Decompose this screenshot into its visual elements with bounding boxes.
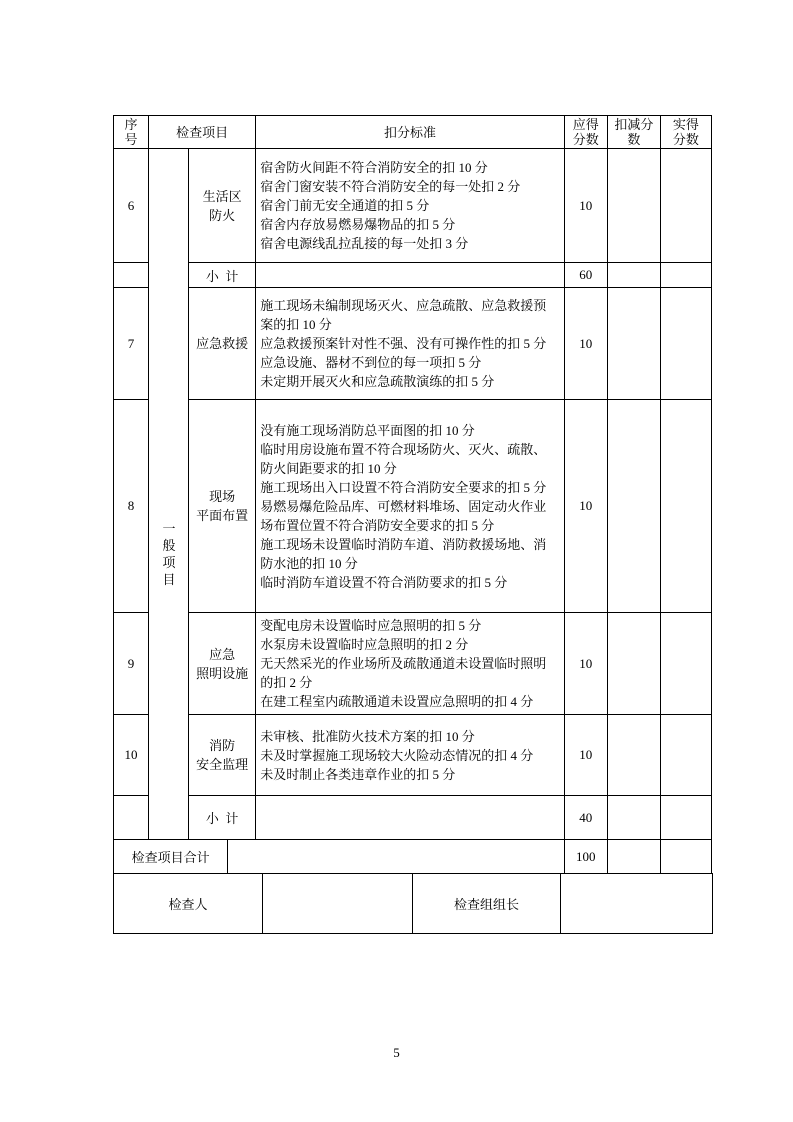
header-deduct-cell (607, 116, 660, 149)
criteria-line: 临时消防车道设置不符合消防要求的扣 5 分 (260, 574, 508, 590)
row8-item-line1: 现场 (209, 489, 236, 504)
header-actual-line2: 分数 (672, 132, 699, 147)
row6-item-line2: 防火 (209, 207, 236, 223)
grand-total-row (114, 840, 712, 874)
criteria-line: 宿舍门前无安全通道的扣 5 分 (260, 198, 430, 213)
row7-no-cell: 7 (114, 288, 149, 400)
row6-no-cell: 6 (114, 149, 149, 263)
header-due-line1: 应得 (572, 117, 599, 132)
row7-due-cell: 10 (564, 288, 607, 400)
row9-no-cell: 9 (114, 613, 149, 715)
row9-deduct-cell (607, 613, 660, 715)
row8-criteria-cell (256, 400, 565, 613)
row9-item-cell (189, 613, 256, 715)
criteria-line: 未及时掌握施工现场较大火险动态情况的扣 4 分 (260, 747, 534, 763)
row8-no-cell: 8 (114, 400, 149, 613)
group-label-anchor (149, 520, 189, 589)
grand-total-label-cell: 检查项目合计 (114, 840, 228, 874)
row7-criteria-cell (256, 288, 565, 400)
criteria-line: 在建工程室内疏散通道未设置应急照明的扣 4 分 (260, 694, 534, 709)
criteria-line: 宿舍防火间距不符合消防安全的扣 10 分 (260, 160, 488, 175)
header-actual-line1: 实得 (672, 117, 699, 132)
row6-item-line1: 生活区 (202, 188, 242, 204)
row8-item-line2: 平面布置 (196, 508, 249, 523)
subtotal2-due-cell: 40 (564, 796, 607, 840)
row6-due-cell: 10 (564, 149, 607, 263)
criteria-line: 易燃易爆危险品库、可燃材料堆场、固定动火作业场布置位置不符合消防安全要求的扣 5 分 (260, 498, 547, 533)
header-item-label: 检查项目 (176, 124, 229, 140)
header-item-cell (149, 116, 256, 149)
row6-criteria-cell (256, 149, 565, 263)
criteria-line: 应急设施、器材不到位的每一项扣 5 分 (260, 355, 482, 370)
row10-item-cell (189, 715, 256, 796)
criteria-line: 临时用房设施布置不符合现场防火、灭火、疏散、防火间距要求的扣 10 分 (260, 441, 547, 476)
row7-item-line1: 应急救援 (196, 336, 249, 351)
header-no-line1: 序 (124, 117, 138, 132)
subtotal1-actual-cell (660, 263, 711, 288)
header-due-line2: 分数 (572, 132, 599, 147)
grand-total-empty-cell (228, 840, 565, 874)
criteria-line: 施工现场未编制现场灭火、应急疏散、应急救援预案的扣 10 分 (260, 298, 547, 332)
row10-actual-cell (660, 715, 711, 796)
grand-total-deduct-cell (607, 840, 660, 874)
row7-actual-cell (660, 288, 711, 400)
header-actual-cell (660, 116, 711, 149)
criteria-line: 没有施工现场消防总平面图的扣 10 分 (260, 422, 475, 438)
page-number: 5 (393, 1045, 400, 1060)
criteria-line: 应急救援预案针对性不强、没有可操作性的扣 5 分 (260, 336, 547, 351)
criteria-line: 宿舍电源线乱拉乱接的每一处扣 3 分 (260, 236, 469, 251)
subtotal1-label-cell: 小 计 (189, 263, 256, 288)
leader-signature-cell (561, 874, 713, 934)
row7-item-cell (189, 288, 256, 400)
row10-item-line1: 消防 (209, 738, 236, 753)
grand-total-actual-cell (660, 840, 711, 874)
subtotal1-deduct-cell (607, 263, 660, 288)
inspector-signature-cell (263, 874, 413, 934)
subtotal2-label-cell: 小 计 (189, 796, 256, 840)
signature-table (113, 873, 713, 934)
row6-item-cell (189, 149, 256, 263)
row9-actual-cell (660, 613, 711, 715)
subtotal1-criteria-cell (256, 263, 565, 288)
row8-item-cell (189, 400, 256, 613)
criteria-line: 未及时制止各类违章作业的扣 5 分 (260, 766, 456, 782)
header-criteria-label: 扣分标准 (383, 124, 436, 140)
header-criteria-cell (256, 116, 565, 149)
header-deduct-line2: 数 (627, 132, 641, 147)
row10-no-cell: 10 (114, 715, 149, 796)
subtotal1-due-cell: 60 (564, 263, 607, 288)
row7-deduct-cell (607, 288, 660, 400)
inspection-table (113, 115, 712, 934)
criteria-line: 变配电房未设置临时应急照明的扣 5 分 (260, 618, 482, 633)
table-row-6 (114, 149, 712, 263)
row8-deduct-cell (607, 400, 660, 613)
table-row-9 (114, 613, 712, 715)
row10-item-line2: 安全监理 (196, 757, 249, 772)
header-deduct-line1: 扣减分 (614, 117, 654, 132)
row9-due-cell: 10 (564, 613, 607, 715)
row9-item-line1: 应急 (209, 646, 236, 662)
row10-deduct-cell (607, 715, 660, 796)
row8-due-cell: 10 (564, 400, 607, 613)
row6-actual-cell (660, 149, 711, 263)
grand-total-due-cell: 100 (564, 840, 607, 874)
inspector-label-cell: 检查人 (114, 874, 263, 934)
criteria-line: 未定期开展灭火和应急疏散演练的扣 5 分 (260, 374, 495, 389)
criteria-line: 施工现场出入口设置不符合消防安全要求的扣 5 分 (260, 479, 547, 495)
table-row-10 (114, 715, 712, 796)
criteria-line: 施工现场未设置临时消防车道、消防救援场地、消防水池的扣 10 分 (260, 536, 547, 571)
criteria-line: 水泵房未设置临时应急照明的扣 2 分 (260, 637, 469, 652)
criteria-line: 宿舍门窗安装不符合消防安全的每一处扣 2 分 (260, 179, 521, 194)
row10-criteria-cell (256, 715, 565, 796)
subtotal2-actual-cell (660, 796, 711, 840)
subtotal2-deduct-cell (607, 796, 660, 840)
group-label: 一般项目 (162, 521, 176, 587)
header-row (114, 116, 712, 149)
table-row-8 (114, 400, 712, 613)
row6-deduct-cell (607, 149, 660, 263)
criteria-line: 无天然采光的作业场所及疏散通道未设置临时照明的扣 2 分 (260, 656, 547, 690)
main-table (113, 115, 712, 840)
table-row-7 (114, 288, 712, 400)
signature-row (114, 874, 713, 934)
row8-actual-cell (660, 400, 711, 613)
subtotal-row-1 (114, 263, 712, 288)
leader-label-cell: 检查组组长 (413, 874, 561, 934)
row10-due-cell: 10 (564, 715, 607, 796)
row9-criteria-cell (256, 613, 565, 715)
row9-item-line2: 照明设施 (196, 665, 249, 681)
grand-total-table (113, 839, 712, 874)
subtotal-row-2 (114, 796, 712, 840)
group-cell (149, 149, 189, 840)
subtotal2-criteria-cell (256, 796, 565, 840)
subtotal1-no-cell (114, 263, 149, 288)
header-no-line2: 号 (124, 132, 138, 147)
criteria-line: 宿舍内存放易燃易爆物品的扣 5 分 (260, 217, 456, 232)
subtotal2-no-cell (114, 796, 149, 840)
header-no-cell (114, 116, 149, 149)
header-due-cell (564, 116, 607, 149)
criteria-line: 未审核、批准防火技术方案的扣 10 分 (260, 728, 475, 744)
